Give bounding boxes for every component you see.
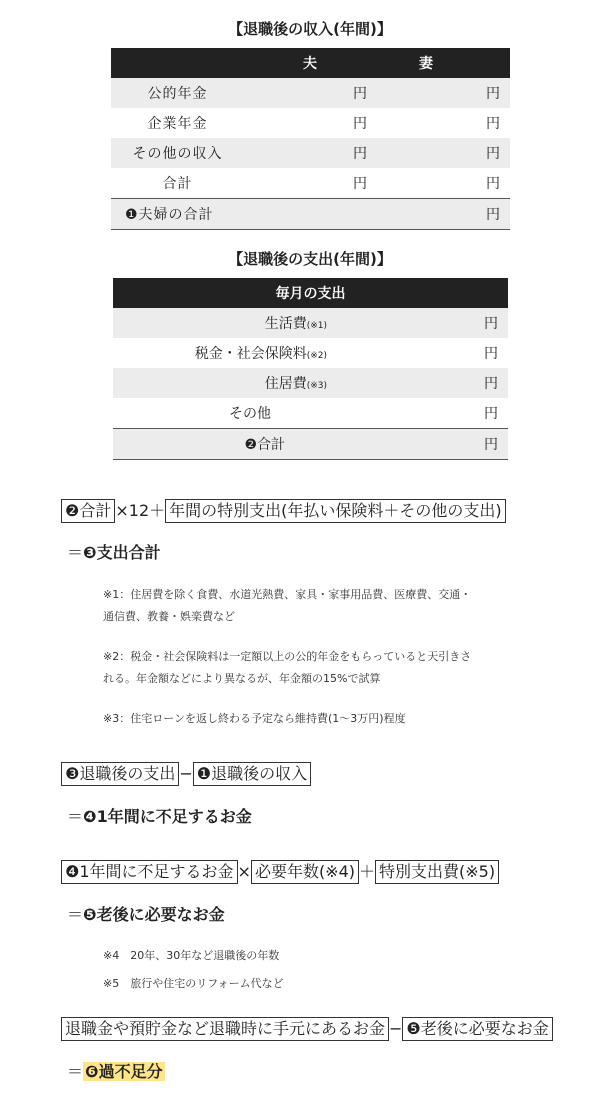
couple-total-row: [111, 199, 510, 230]
row-label: 合計: [162, 176, 193, 192]
expense-title: 【退職後の支出(年間)】: [228, 250, 392, 268]
notes-2: [103, 942, 284, 998]
formula3-op2: ＋: [359, 862, 376, 881]
income-title: 【退職後の収入(年間)】: [228, 20, 392, 38]
formula1-box2: 年間の特別支出(年払い保険料＋その他の支出): [165, 499, 506, 523]
formula3-op1: ×: [237, 862, 251, 881]
wife-value: 円: [377, 78, 510, 108]
formula2-op1: −: [179, 764, 193, 783]
table-row: [111, 138, 510, 168]
note-1a: ※1：住居費を除く食費、水道光熱費、家具・家事用品費、医療費、交通・: [103, 588, 472, 601]
note-2b: れる。年金額などにより異なるが、年金額の15%で試算: [103, 672, 381, 685]
formula3-result: ❺老後に必要なお金: [83, 905, 225, 924]
row-label: その他: [229, 406, 271, 422]
header-wife: 妻: [377, 48, 510, 78]
husband-value: 円: [244, 78, 377, 108]
note-2a: ※2：税金・社会保険料は一定額以上の公的年金をもらっていると天引きさ: [103, 650, 472, 663]
formula4-box1: 退職金や預貯金など退職時に手元にあるお金: [61, 1017, 389, 1041]
table-row: [111, 168, 510, 199]
couple-total-value: 円: [377, 199, 510, 230]
formula3-box1: ❹1年間に不足するお金: [61, 860, 238, 884]
monthly-expense-header: 毎月の支出: [113, 278, 508, 308]
formula1-op1: ×12＋: [115, 501, 166, 520]
formula4-op1: −: [389, 1019, 403, 1038]
row-value: 円: [333, 368, 508, 398]
expense-total-row: [113, 429, 508, 460]
husband-value: 円: [353, 176, 367, 192]
table-row: [111, 108, 510, 138]
row-label: 企業年金: [147, 116, 208, 132]
formula-3-result: ＝❺老後に必要なお金: [67, 905, 225, 924]
formula-2: [61, 762, 311, 786]
formula2-result: ❹1年間に不足するお金: [83, 807, 252, 826]
formula4-box2: ❺老後に必要なお金: [402, 1017, 552, 1041]
row-value: 円: [333, 308, 508, 338]
formula3-box2: 必要年数(※4): [251, 860, 359, 884]
row-value: 円: [484, 406, 498, 422]
row-label: 生活費(※1): [113, 308, 333, 338]
row-label: 住居費(※3): [113, 368, 333, 398]
formula-4: [61, 1017, 553, 1041]
wife-value: 円: [377, 138, 510, 168]
formula2-box2: ❶退職後の収入: [193, 762, 311, 786]
note-3: ※3：住宅ローンを返し終わる予定なら維持費(1〜3万円)程度: [103, 712, 406, 725]
expense-table: [113, 278, 508, 460]
husband-value: 円: [353, 116, 367, 132]
table-row: [111, 78, 510, 108]
notes-1: [103, 584, 471, 730]
row-label: 税金・社会保険料(※2): [194, 346, 327, 362]
formula-1-result: ＝❸支出合計: [67, 543, 161, 562]
wife-value: 円: [486, 176, 500, 192]
formula3-box3: 特別支出費(※5): [375, 860, 499, 884]
note-4: ※4 20年、30年など退職後の年数: [103, 949, 280, 962]
income-table: [111, 48, 510, 230]
income-header-row: [111, 48, 510, 78]
formula-2-result: ＝❹1年間に不足するお金: [67, 807, 252, 826]
husband-value: 円: [244, 138, 377, 168]
expense-total-value: 円: [333, 429, 508, 460]
wife-value: 円: [486, 116, 500, 132]
formula-4-result: ＝ ❻過不足分: [67, 1062, 163, 1081]
table-row: [113, 398, 508, 429]
expense-header-row: [113, 278, 508, 308]
formula2-box1: ❸退職後の支出: [61, 762, 179, 786]
formula4-result: ❻過不足分: [85, 1062, 163, 1081]
table-row: [113, 308, 508, 338]
formula-1: [61, 498, 506, 523]
row-label: 公的年金: [111, 78, 244, 108]
note-5: ※5 旅行や住宅のリフォーム代など: [103, 977, 284, 990]
expense-total-label: ❷合計: [113, 429, 333, 460]
row-label: その他の収入: [111, 138, 244, 168]
couple-total-label: ❶夫婦の合計: [111, 199, 244, 230]
formula1-box1: ❷合計: [61, 499, 115, 523]
header-husband: 夫: [244, 48, 377, 78]
note-1b: 通信費、教養・娯楽費など: [103, 610, 235, 623]
formula-3: [61, 859, 499, 884]
formula1-result: ❸支出合計: [83, 543, 161, 562]
table-row: [113, 368, 508, 398]
table-row: [113, 338, 508, 368]
row-value: 円: [484, 346, 498, 362]
